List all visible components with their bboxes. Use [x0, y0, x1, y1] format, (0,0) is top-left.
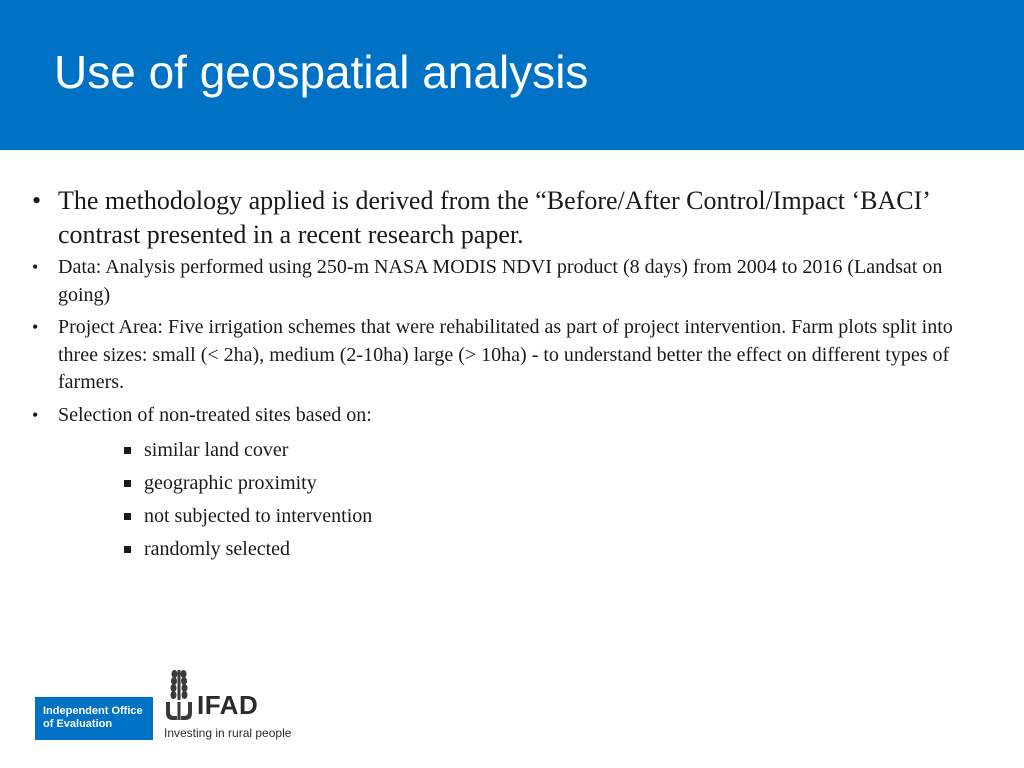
list-item — [124, 533, 960, 566]
ifad-wheat-emblem-icon — [162, 668, 196, 722]
bullet-marker: • — [32, 257, 39, 277]
title-banner — [0, 0, 1024, 150]
list-item — [124, 500, 960, 533]
list-item-text: geographic proximity — [144, 472, 317, 494]
bullet-text: Data: Analysis performed using 250-m NASA MODIS NDVI product (8 days) from 2004 to 2016 (Landsat on going) — [58, 256, 943, 306]
ioe-logo-line1: Independent Office — [43, 705, 143, 717]
list-item — [124, 467, 960, 500]
bullet-text: The methodology applied is derived from the “Before/After Control/Impact ‘BACI’ contrast presented in a recent research paper. — [58, 186, 929, 249]
bullet-text: Selection of non-treated sites based on: — [58, 403, 372, 426]
bullet-project-area — [30, 314, 960, 397]
bullet-data — [30, 254, 960, 309]
bullet-text: Project Area: Five irrigation schemes that were rehabilitated as part of project intervention. Farm plots split into three sizes: small (< 2ha), medium (2-10ha) large (> 10ha) - to understand better the effect on different types of farmers. — [58, 316, 953, 393]
bullet-methodology — [30, 184, 960, 252]
bullet-selection — [30, 402, 960, 430]
square-bullet-icon — [124, 513, 131, 520]
bullet-marker: • — [32, 404, 39, 425]
ifad-logo-name: IFAD — [197, 690, 259, 720]
bullet-marker: • — [32, 317, 39, 337]
ioe-logo-line2: of Evaluation — [43, 718, 113, 730]
ioe-logo — [35, 697, 153, 740]
selection-criteria-list — [30, 434, 960, 566]
square-bullet-icon — [124, 480, 131, 487]
list-item-text: randomly selected — [144, 538, 291, 560]
bullet-marker: • — [32, 186, 42, 215]
list-item-text: similar land cover — [144, 439, 289, 461]
slide-title: Use of geospatial analysis — [54, 46, 589, 98]
square-bullet-icon — [124, 546, 131, 553]
list-item-text: not subjected to intervention — [144, 505, 373, 527]
footer-logos — [0, 660, 1024, 768]
list-item — [124, 434, 960, 467]
ifad-tagline: Investing in rural people — [164, 726, 292, 740]
slide-content — [30, 184, 960, 566]
square-bullet-icon — [124, 447, 131, 454]
